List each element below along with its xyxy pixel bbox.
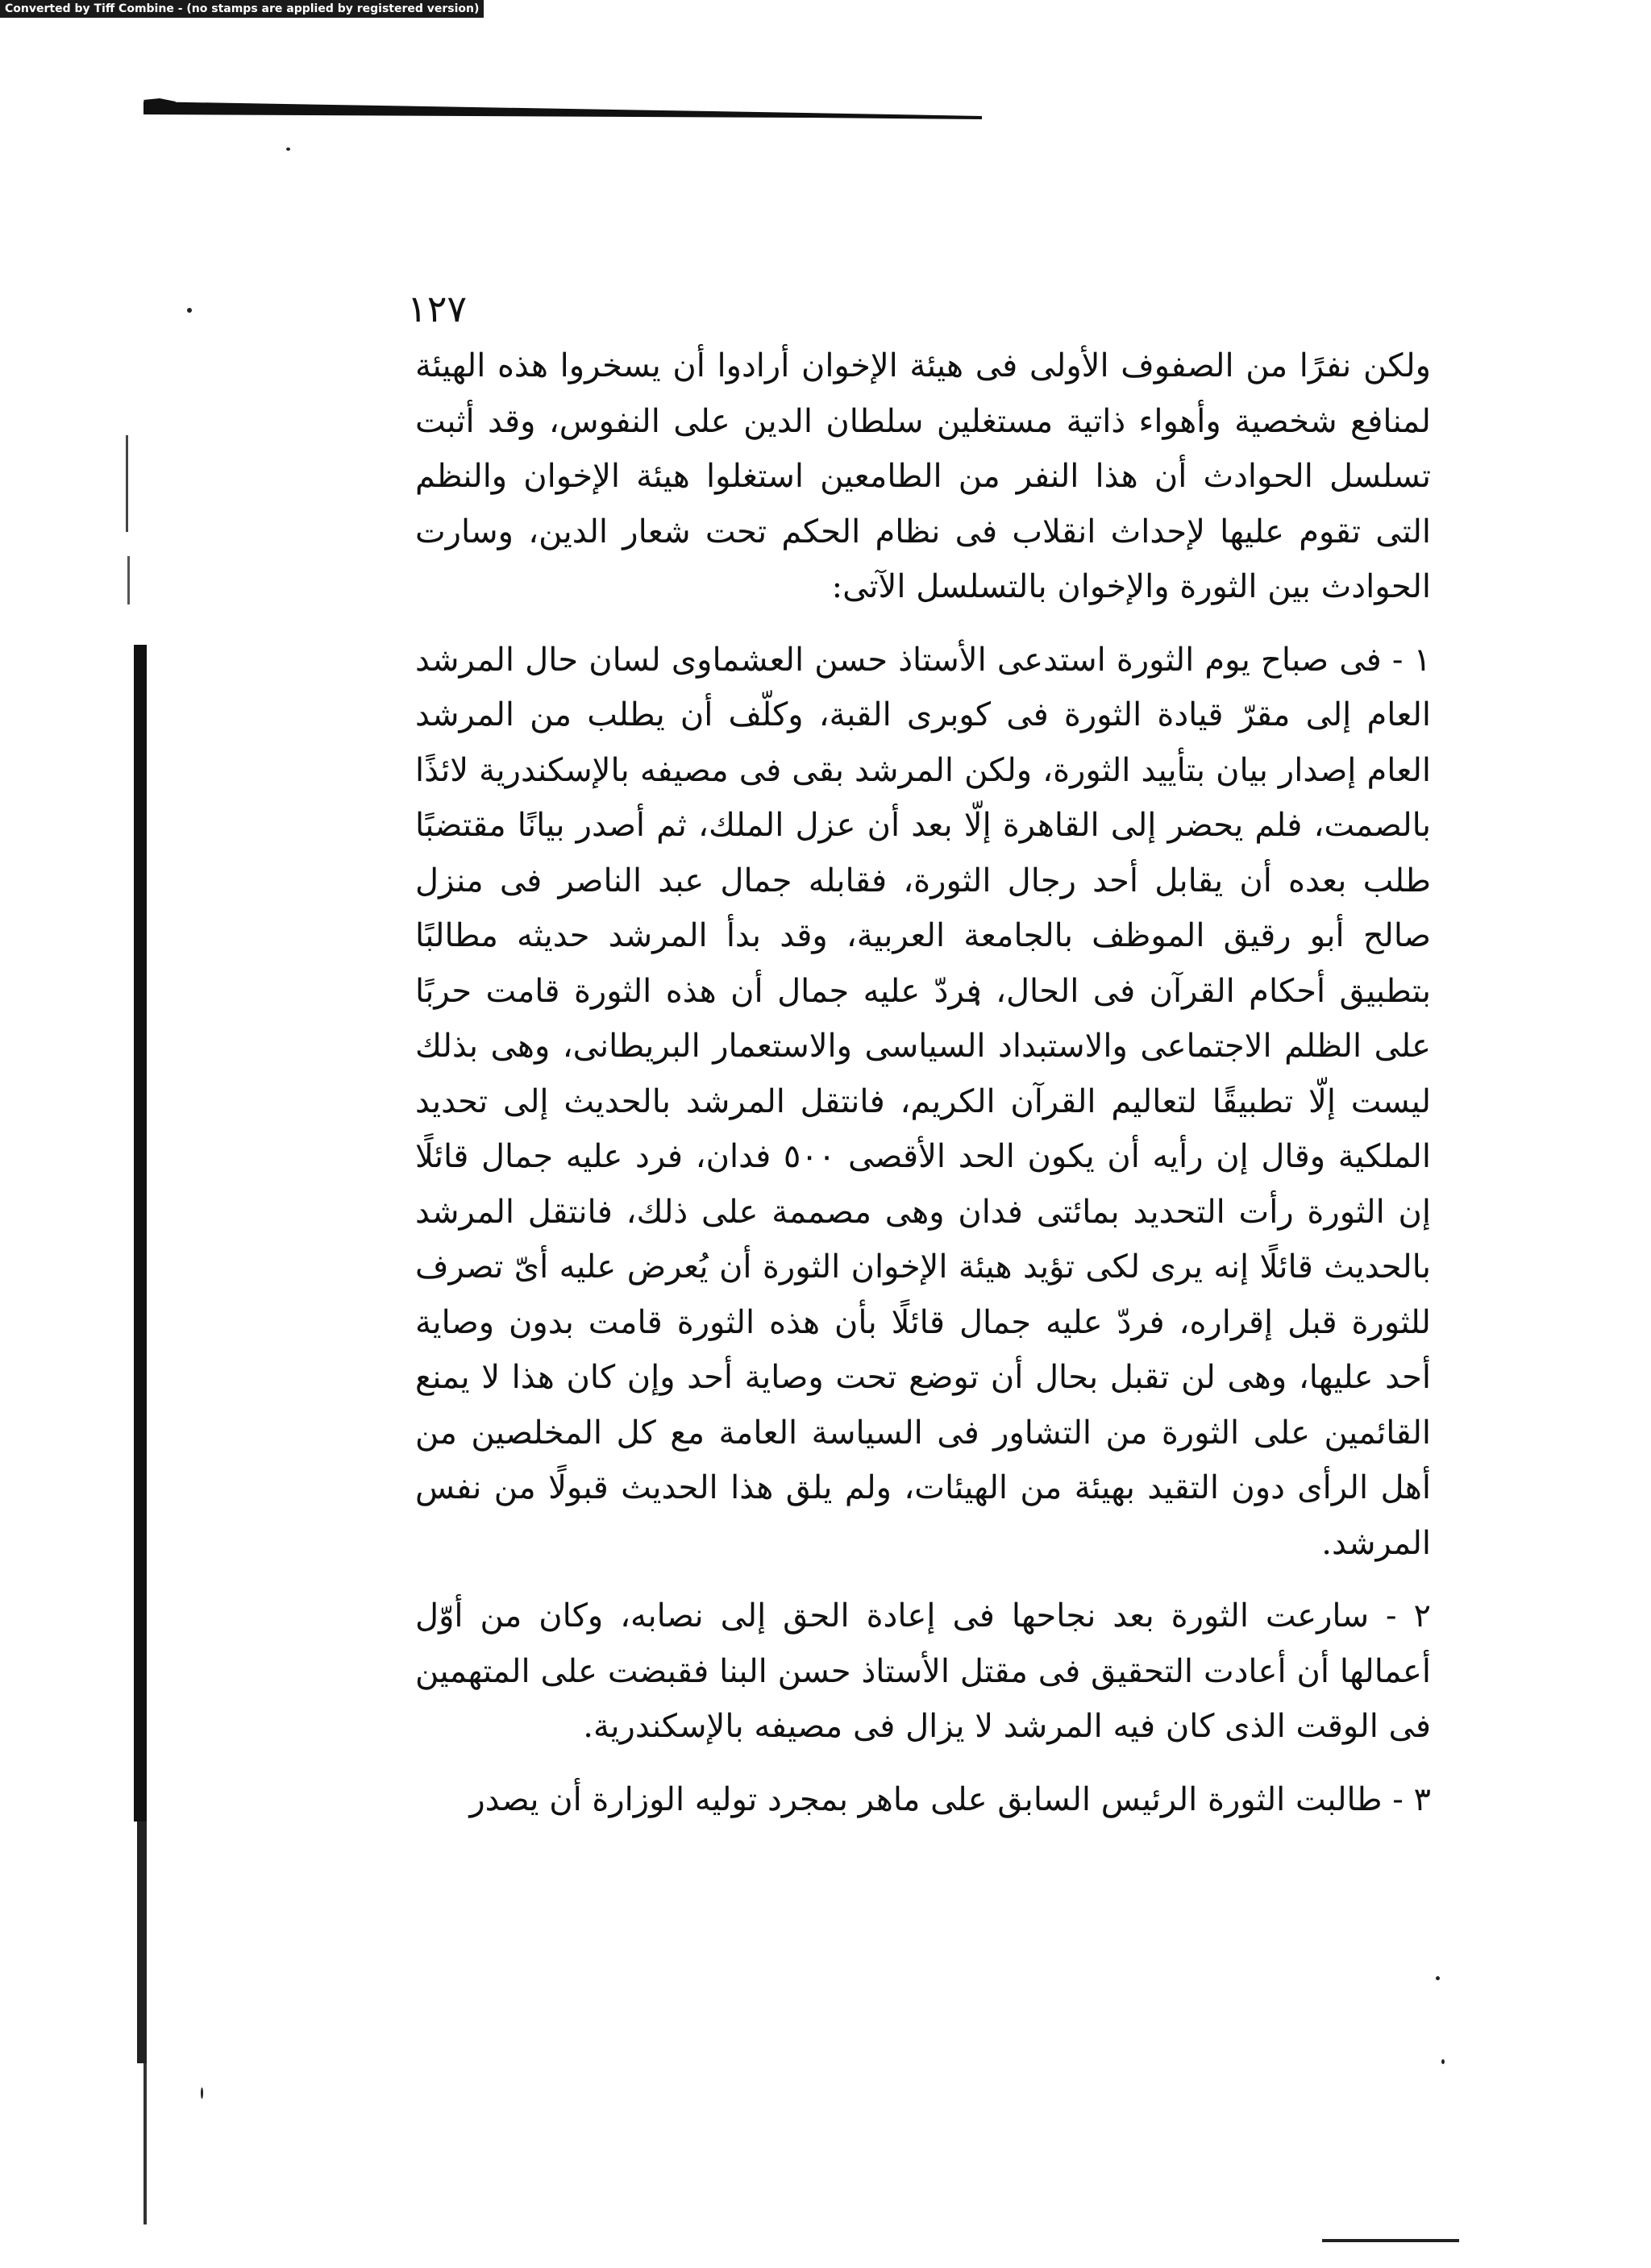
- bottom-scan-line: [1322, 2239, 1459, 2242]
- body-text: [415, 339, 1431, 1827]
- paragraph-item-1: ١ - فى صباح يوم الثورة استدعى الأستاذ حسن العشماوى لسان حال المرشد العام إلى مقرّ قيادة الثورة فى كوبرى القبة، وكلّف أن يطلب من المرشد العام إصدار بيان بتأييد الثورة، ولكن المرشد بقى فى مصيفه بالإسكندرية لائذًا بالصمت، فلم يحضر إلى القاهرة إلّا بعد أن عزل الملك، ثم أصدر بيانًا مقتضبًا طلب بعده أن يقابل أحد رجال الثورة، فقابله جمال عبد الناصر فى منزل صالح أبو رقيق الموظف بالجامعة العربية، وقد بدأ المرشد حديثه مطالبًا بتطبيق أحكام القرآن فى الحال، فردّ عليه جمال أن هذه الثورة قامت حربًا على الظلم الاجتماعى والاستبداد السياسى والاستعمار البريطانى، وهى بذلك ليست إلّا تطبيقًا لتعاليم القرآن الكريم، فانتقل المرشد بالحديث إلى تحديد الملكية وقال إن رأيه أن يكون الحد الأقصى ٥٠٠ فدان، فرد عليه جمال قائلًا إن الثورة رأت التحديد بمائتى فدان وهى مصممة على ذلك، فانتقل المرشد بالحديث قائلًا إنه يرى لكى تؤيد هيئة الإخوان الثورة أن يُعرض عليه أىّ تصرف للثورة قبل إقراره، فردّ عليه جمال قائلًا بأن هذه الثورة قامت بدون وصاية أحد عليها، وهى لن تقبل بحال أن توضع تحت وصاية أحد وإن كان هذا لا يمنع القائمين على الثورة من التشاور فى السياسة العامة مع كل المخلصين من أهل الرأى دون التقيد بهيئة من الهيئات، ولم يلق هذا الحديث قبولًا من نفس المرشد.: [415, 641, 1431, 1562]
- top-border-rule: [143, 97, 982, 124]
- paragraph-item-3: ٣ - طالبت الثورة الرئيس السابق على ماهر بمجرد توليه الوزارة أن يصدر: [469, 1780, 1431, 1818]
- scan-speck: [1441, 2059, 1445, 2064]
- scan-speck: [187, 308, 192, 313]
- paragraph-item-2: ٢ - سارعت الثورة بعد نجاحها فى إعادة الحق إلى نصابه، وكان من أوّل أعمالها أن أعادت التحقيق فى مقتل الأستاذ حسن البنا فقبضت على المتهمين فى الوقت الذى كان فيه المرشد لا يزال فى مصيفه بالإسكندرية.: [415, 1597, 1431, 1745]
- paragraph-intro: ولكن نفرًا من الصفوف الأولى فى هيئة الإخوان أرادوا أن يسخروا هذه الهيئة لمنافع شخصية وأهواء ذاتية مستغلين سلطان الدين على النفوس، وقد أثبت تسلسل الحوادث أن هذا النفر من الطامعين استغلوا هيئة الإخوان والنظم التى تقوم عليها لإحداث انقلاب فى نظام الحكم تحت شعار الدين، وسارت الحوادث بين الثورة والإخوان بالتسلسل الآتى:: [415, 347, 1431, 605]
- left-margin-scan-line: [71, 371, 160, 2224]
- conversion-watermark: Converted by Tiff Combine - (no stamps are applied by registered version): [0, 0, 484, 18]
- scan-speck: [1436, 1976, 1440, 1980]
- page-number: ١٢٧: [407, 287, 468, 330]
- scan-speck: [286, 147, 290, 151]
- scan-speck: [201, 2087, 203, 2099]
